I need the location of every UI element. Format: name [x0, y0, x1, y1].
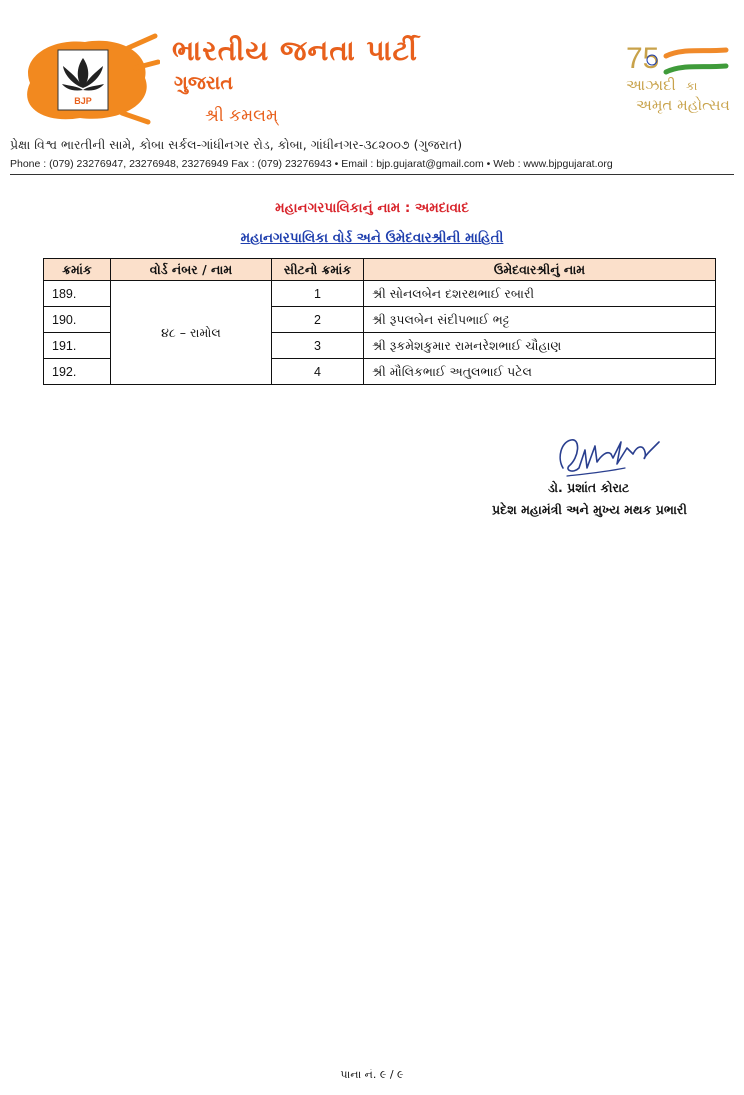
candidate-name-cell: શ્રી સોનલબેન દશરથભાઈ રબારી — [364, 281, 716, 307]
header-seat: સીટનો ક્રમાંક — [272, 259, 364, 281]
party-name: ભારતીય જનતા પાર્ટી — [172, 34, 418, 67]
header-divider — [10, 174, 734, 175]
bjp-lotus-logo — [10, 28, 160, 128]
serial-cell: 191. — [44, 333, 111, 359]
header-serial: ક્રમાંક — [44, 259, 111, 281]
signatory-designation: પ્રદેશ મહામંત્રી અને મુખ્ય મથક પ્રભારી — [492, 502, 687, 517]
candidate-table — [43, 258, 716, 385]
corporation-title: મહાનગરપાલિકાનું નામ : અમદાવાદ — [275, 200, 469, 216]
azadi-ka-amrit-mahotsav-logo — [622, 40, 732, 125]
table-row — [44, 281, 716, 307]
office-name: શ્રી કમલમ્ — [205, 106, 278, 126]
serial-cell: 190. — [44, 307, 111, 333]
signatory-name: ડો. પ્રશાંત કોરાટ — [548, 480, 630, 495]
svg-text:આઝાદી: આઝાદી — [626, 76, 676, 94]
header-candidate: ઉમેદવારશ્રીનું નામ — [364, 259, 716, 281]
svg-text:BJP: BJP — [74, 96, 92, 106]
candidate-name-cell: શ્રી રૂપલબેન સંદીપભાઈ ભટ્ટ — [364, 307, 716, 333]
seat-cell: 3 — [272, 333, 364, 359]
seat-cell: 2 — [272, 307, 364, 333]
candidate-name-cell: શ્રી મૌલિકભાઈ અતુલભાઈ પટેલ — [364, 359, 716, 385]
candidate-name-cell: શ્રી રૂકમેશકુમાર રામનરેશભાઈ ચૌહાણ — [364, 333, 716, 359]
state-name: ગુજરાત — [174, 72, 233, 94]
svg-text:અમૃત મહોત્સવ: અમૃત મહોત્સવ — [636, 96, 730, 114]
page-number: પાના નં. ૯ / ૯ — [340, 1068, 404, 1081]
seat-cell: 4 — [272, 359, 364, 385]
serial-cell: 189. — [44, 281, 111, 307]
ward-cell: ૪૮ – રામોલ — [111, 281, 272, 385]
header-ward: વોર્ડ નંબર / નામ — [111, 259, 272, 281]
section-subtitle: મહાનગરપાલિકા વોર્ડ અને ઉમેદવારશ્રીની માહિતી — [240, 230, 504, 246]
serial-cell: 192. — [44, 359, 111, 385]
svg-text:કા: કા — [686, 79, 698, 93]
table-header-row — [44, 259, 716, 281]
office-address: પ્રેક્ષા વિશ્વ ભારતીની સામે, કોબા સર્કલ-ગાંધીનગર રોડ, કોબા, ગાંધીનગર-૩૮૨૦૦૭ (ગુજરાત) — [10, 137, 463, 152]
svg-text:75: 75 — [626, 42, 660, 75]
handwritten-signature — [555, 428, 665, 486]
seat-cell: 1 — [272, 281, 364, 307]
contact-details: Phone : (079) 23276947, 23276948, 23276949 Fax : (079) 23276943 • Email : bjp.gujarat@gmail.com • Web : www.bjpgujarat.org — [10, 158, 613, 170]
